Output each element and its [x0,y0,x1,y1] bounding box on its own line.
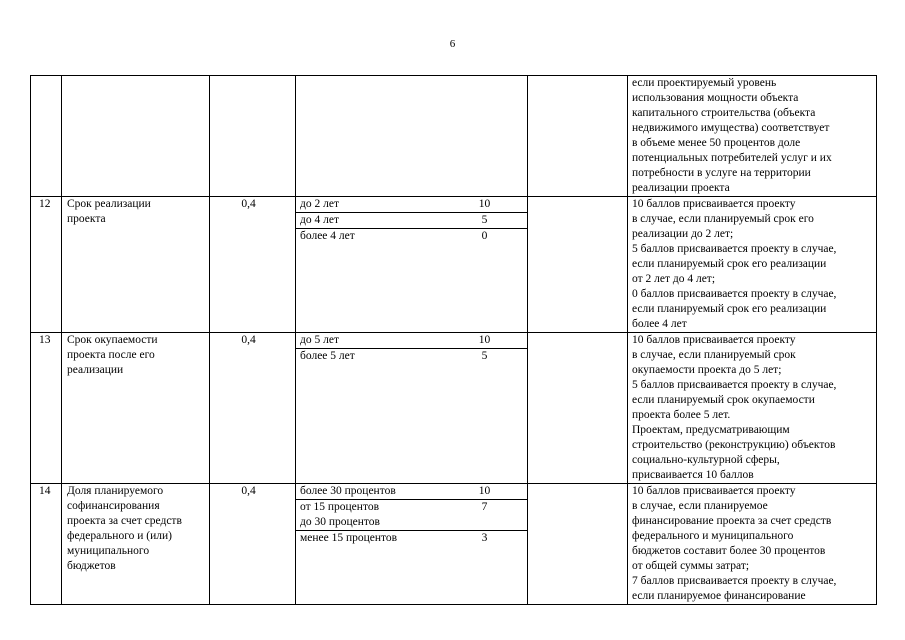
criterion-value-row [296,213,527,229]
criterion-weight: 0,4 [210,197,296,333]
criterion-description-line: строительство (реконструкцию) объектов [632,439,836,451]
criterion-description-line: недвижимого имущества) соответствует [632,122,830,134]
criterion-value-label-line: от 15 процентов [300,501,379,513]
criterion-value-points: 7 [481,501,488,513]
criterion-value-label-line: более 4 лет [300,230,355,242]
criterion-name-line: Срок реализации [67,198,151,210]
criterion-name-line: федерального и (или) [67,530,172,542]
criterion-row [31,333,877,484]
criterion-description-line: капитального строительства (объекта [632,107,816,119]
criterion-description-line: финансирование проекта за счет средств [632,515,832,527]
criterion-value-row [296,531,527,546]
criterion-description-line: потребности в услуге на территории [632,167,811,179]
criterion-description-line: в случае, если планируемый срок [632,349,796,361]
criterion-description-line: 10 баллов присваивается проекту [632,334,796,346]
page-number: 6 [449,38,456,50]
criterion-description-line: в случае, если планируемое [632,500,768,512]
criterion-description-line: федерального и муниципального [632,530,794,542]
criterion-description-line: если планируемое финансирование [632,590,806,602]
criterion-description-line: если планируемый срок окупаемости [632,394,815,406]
criterion-description-line: если планируемый срок его реализации [632,258,827,270]
criterion-description-line: в случае, если планируемый срок его [632,213,814,225]
criterion-name [62,197,210,333]
criterion-description [628,484,877,605]
criterion-value-label [296,531,442,546]
criterion-value-label-line: до 5 лет [300,334,339,346]
criterion-description-line: реализации проекта [632,182,730,194]
criterion-description-line: от общей суммы затрат; [632,560,750,572]
criterion-name [62,333,210,484]
criterion-description-line: реализации до 2 лет; [632,228,734,240]
criterion-description-line: бюджетов составит более 30 процентов [632,545,826,557]
criterion-value-row [296,484,527,500]
criteria-table [30,75,877,605]
criterion-value-label-line: до 2 лет [300,198,339,210]
criterion-value-points: 10 [478,485,491,497]
criterion-value-label [296,349,442,364]
criterion-values [296,333,528,484]
criterion-value-label [296,229,442,244]
criterion-value-row [296,197,527,213]
criterion-value-label [296,333,442,348]
criterion-description-line: 7 баллов присваивается проекту в случае, [632,575,837,587]
criterion-description-line: потенциальных потребителей услуг и их [632,152,832,164]
criterion-description-line: если планируемый срок его реализации [632,303,827,315]
criterion-description [628,333,877,484]
criterion-description-line: 5 баллов присваивается проекту в случае, [632,243,837,255]
criterion-value-label [296,500,442,530]
criterion-values [296,76,528,197]
criterion-description-line: использования мощности объекта [632,92,799,104]
criterion-weight: 0,4 [210,333,296,484]
criterion-spacer-cell [528,484,628,605]
criterion-value-points: 5 [481,214,488,226]
criterion-description-line: более 4 лет [632,318,687,330]
criterion-spacer-cell [528,76,628,197]
criterion-weight: 0,4 [210,484,296,605]
criterion-value-label [296,197,442,212]
criterion-description [628,76,877,197]
criterion-name-line: реализации [67,364,124,376]
criterion-value-label-line: менее 15 процентов [300,532,398,544]
criterion-description-line: проекта более 5 лет. [632,409,731,421]
criterion-name [62,484,210,605]
criterion-value-label-line: более 30 процентов [300,485,396,497]
criterion-spacer-cell [528,333,628,484]
criterion-value-points: 10 [478,198,491,210]
criterion-name [62,76,210,197]
criterion-description-line: окупаемости проекта до 5 лет; [632,364,782,376]
criterion-value-label-line: до 4 лет [300,214,339,226]
criterion-number: 14 [31,484,62,605]
criterion-name-line: софинансирования [67,500,160,512]
criterion-name-line: муниципального [67,545,150,557]
criterion-values [296,197,528,333]
criterion-value-points: 5 [481,350,488,362]
criterion-description-line: в объеме менее 50 процентов доле [632,137,801,149]
criterion-value-row [296,349,527,364]
criterion-row [31,197,877,333]
criterion-description-line: присваивается 10 баллов [632,469,754,481]
criterion-weight [210,76,296,197]
criterion-name-line: проекта за счет средств [67,515,182,527]
criterion-name-line: бюджетов [67,560,116,572]
criterion-name-line: проекта после его [67,349,155,361]
criterion-values [296,484,528,605]
criterion-row [31,484,877,605]
criterion-number: 13 [31,333,62,484]
criterion-value-label-line: более 5 лет [300,350,355,362]
criterion-value-row [296,333,527,349]
criterion-value-points: 0 [481,230,488,242]
criterion-description-line: социально-культурной сферы, [632,454,780,466]
criterion-spacer-cell [528,197,628,333]
criterion-name-line: проекта [67,213,106,225]
criterion-value-label-line: до 30 процентов [300,516,380,528]
criterion-value-row [296,500,527,531]
criterion-value-points: 3 [481,532,488,544]
criterion-description [628,197,877,333]
criterion-number: 12 [31,197,62,333]
criterion-name-line: Срок окупаемости [67,334,158,346]
criterion-value-label [296,484,442,499]
criterion-description-line: если проектируемый уровень [632,77,777,89]
criterion-name-line: Доля планируемого [67,485,164,497]
criterion-value-points: 10 [478,334,491,346]
criterion-row [31,76,877,197]
criterion-description-line: 5 баллов присваивается проекту в случае, [632,379,837,391]
criterion-value-label [296,213,442,228]
criterion-description-line: 0 баллов присваивается проекту в случае, [632,288,837,300]
criterion-value-row [296,229,527,244]
criterion-description-line: от 2 лет до 4 лет; [632,273,716,285]
criterion-description-line: 10 баллов присваивается проекту [632,198,796,210]
criterion-description-line: 10 баллов присваивается проекту [632,485,796,497]
criterion-description-line: Проектам, предусматривающим [632,424,790,436]
criterion-number [31,76,62,197]
